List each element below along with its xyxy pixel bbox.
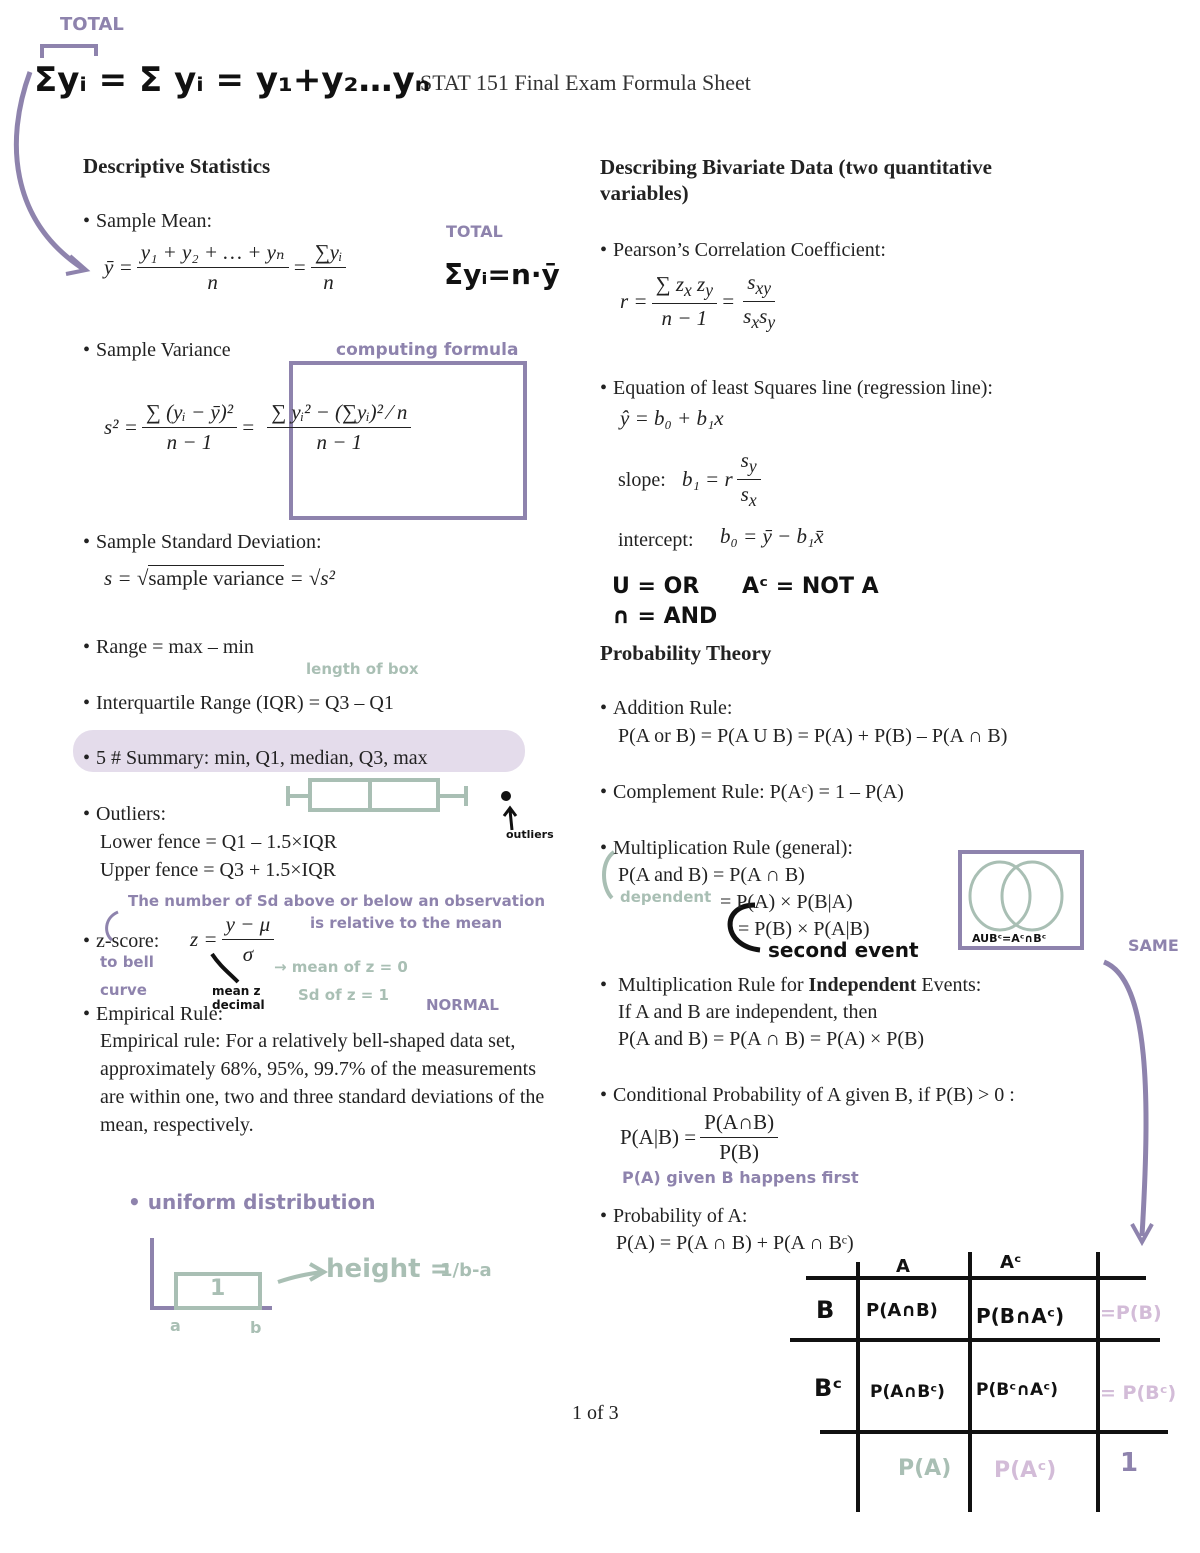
sample-mean-label: • Sample Mean: bbox=[83, 207, 212, 235]
table-col-a: A bbox=[896, 1256, 910, 1277]
same-annotation: SAME bbox=[1128, 936, 1179, 955]
pearson-label: • Pearson’s Correlation Coefficient: bbox=[600, 236, 886, 264]
table-col-ac-total: P(Aᶜ) bbox=[994, 1458, 1057, 1483]
page-title: STAT 151 Final Exam Formula Sheet bbox=[420, 70, 751, 95]
iqr-formula: • Interquartile Range (IQR) = Q3 – Q1 bbox=[83, 689, 394, 717]
length-of-box-annotation: length of box bbox=[306, 660, 419, 678]
given-note-annotation: P(A) given B happens first bbox=[622, 1168, 859, 1187]
slope-formula: b₁ = r $\frac{s_y}{s_x}$ bbox=[682, 448, 765, 511]
total-annotation-2: TOTAL bbox=[446, 222, 503, 241]
upper-fence: Upper fence = Q3 + 1.5×IQR bbox=[100, 859, 336, 881]
zscore-note-2: is relative to the mean bbox=[310, 914, 503, 932]
independent-rule-label-a: Multiplication Rule for bbox=[618, 974, 804, 996]
sample-variance-label: • Sample Variance bbox=[83, 336, 231, 364]
sample-sd-formula: s = √sample variance = √s² bbox=[104, 566, 335, 590]
complement-not-annotation: Aᶜ = NOT A bbox=[742, 574, 879, 599]
conditional-probability-formula: P(A|B) = $\frac{P(A\cap B)}{P(B)}$ bbox=[620, 1110, 782, 1165]
table-cell-a-b: P(A∩B) bbox=[866, 1300, 938, 1321]
sample-variance-formula: s² = $\frac{\text{∑ (yᵢ − ȳ)²}}{n - 1}$ = $\frac{\text{∑ yᵢ² − (∑yᵢ)² ⁄ n}}{n - 1}$ bbox=[104, 400, 415, 455]
descriptive-statistics-heading: Descriptive Statistics bbox=[83, 154, 271, 178]
range-formula: • Range = max – min bbox=[83, 633, 254, 661]
dependent-annotation: dependent bbox=[620, 888, 712, 906]
conditional-probability-label: • Conditional Probability of A given B, if P(B) > 0 : bbox=[600, 1081, 1015, 1109]
normal-annotation: NORMAL bbox=[426, 996, 499, 1014]
probability-theory-heading: Probability Theory bbox=[600, 641, 772, 665]
five-number-summary: • 5 # Summary: min, Q1, median, Q3, max bbox=[83, 744, 428, 772]
multiplication-rule-3: = P(B) × P(A|B) bbox=[738, 918, 870, 940]
addition-rule-formula: P(A or B) = P(A U B) = P(A) + P(B) – P(A ∩ B) bbox=[618, 725, 1008, 747]
multiplication-rule-2: = P(A) × P(B|A) bbox=[720, 891, 853, 913]
table-cell-a-bc: P(A∩Bᶜ) bbox=[870, 1382, 945, 1402]
zscore-label: • z-score: bbox=[83, 927, 159, 955]
uniform-distribution-annotation: • uniform distribution bbox=[128, 1190, 376, 1214]
independent-rule-label-c: Events: bbox=[921, 974, 982, 996]
table-grand-total: 1 bbox=[1120, 1448, 1139, 1478]
pearson-formula: r = $\frac{\sum z_x z_y}{n - 1}$ = $\frac{s_{xy}}{s_xs_y}$ bbox=[620, 270, 776, 333]
complement-rule: • Complement Rule: P(Aᶜ) = 1 – P(A) bbox=[600, 778, 904, 806]
independent-rule-1: If A and B are independent, then bbox=[618, 1001, 878, 1023]
multiplication-rule-label: • Multiplication Rule (general): bbox=[600, 834, 853, 862]
slope-label: slope: bbox=[618, 469, 666, 491]
intercept-label: intercept: bbox=[618, 529, 694, 551]
sd-variance-text: sample variance bbox=[148, 566, 285, 590]
uniform-height-annotation: height = bbox=[326, 1254, 452, 1284]
venn-caption: AUBᶜ=Aᶜ∩Bᶜ bbox=[972, 932, 1047, 945]
probability-of-a-formula: P(A) = P(A ∩ B) + P(A ∩ Bᶜ) bbox=[616, 1232, 854, 1254]
empirical-rule-text: Empirical rule: For a relatively bell-shaped data set, approximately 68%, 95%, 99.7% of the measurements are within one, two and three standard deviations of the mean, respectively. bbox=[100, 1030, 545, 1136]
zscore-formula: z = $\frac{y - \mu}{\sigma}$ bbox=[190, 912, 278, 967]
lower-fence: Lower fence = Q1 – 1.5×IQR bbox=[100, 831, 337, 853]
multiplication-rule-1: P(A and B) = P(A ∩ B) bbox=[618, 864, 805, 886]
table-row-b: B bbox=[816, 1296, 835, 1324]
bivariate-heading: Describing Bivariate Data (two quantitative variables) bbox=[600, 155, 992, 205]
second-event-annotation: second event bbox=[768, 938, 919, 962]
addition-rule-label: • Addition Rule: bbox=[600, 694, 732, 722]
sum-notation-annotation: Σyᵢ = Σ yᵢ = y₁+y₂…yₙ bbox=[34, 60, 431, 100]
table-row-bc: Bᶜ bbox=[814, 1374, 843, 1402]
uniform-height-fraction: 1/b-a bbox=[440, 1260, 492, 1281]
independent-rule-2: P(A and B) = P(A ∩ B) = P(A) × P(B) bbox=[618, 1028, 925, 1050]
independent-rule-label bbox=[600, 971, 981, 999]
outliers-label: • Outliers: bbox=[83, 800, 166, 828]
zscore-note-1: The number of Sd above or below an observation bbox=[128, 892, 546, 910]
union-or-annotation: U = OR bbox=[612, 574, 700, 599]
table-col-a-total: P(A) bbox=[898, 1456, 952, 1481]
outliers-annotation: outliers bbox=[506, 828, 554, 841]
table-row-bc-total: = P(Bᶜ) bbox=[1100, 1382, 1177, 1404]
total-annotation: TOTAL bbox=[60, 14, 124, 35]
table-cell-b-ac: P(B∩Aᶜ) bbox=[976, 1304, 1065, 1328]
table-cell-bc-ac: P(Bᶜ∩Aᶜ) bbox=[976, 1380, 1058, 1400]
regression-equation: ŷ = b₀ + b₁x bbox=[620, 406, 724, 430]
bell-curve-annotation: to bell curve bbox=[100, 953, 154, 999]
intercept-formula: b₀ = ȳ − b₁x̄ bbox=[720, 524, 824, 548]
uniform-box-value: 1 bbox=[210, 1276, 226, 1301]
empirical-rule-label: • Empirical Rule: bbox=[83, 1000, 223, 1028]
mean-of-z-annotation: → mean of z = 0 bbox=[274, 958, 408, 976]
uniform-axis-a: a bbox=[170, 1316, 181, 1335]
independent-rule-label-b: Independent bbox=[808, 974, 917, 996]
sum-total-annotation: Σyᵢ=n·ȳ bbox=[444, 258, 560, 291]
page-number: 1 of 3 bbox=[572, 1402, 619, 1424]
computing-formula-annotation: computing formula bbox=[336, 340, 519, 360]
sample-mean-formula: ȳ = $\frac{\text{y₁ + y₂ + … + yₙ}}{n}$ = $\frac{\text{∑yᵢ}}{n}$ bbox=[104, 240, 350, 295]
least-squares-label: • Equation of least Squares line (regression line): bbox=[600, 374, 993, 402]
probability-of-a-label: • Probability of A: bbox=[600, 1202, 747, 1230]
uniform-axis-b: b bbox=[250, 1318, 262, 1337]
mean-z-annotation: mean z decimal bbox=[212, 984, 265, 1012]
sample-sd-label: • Sample Standard Deviation: bbox=[83, 528, 322, 556]
table-col-ac: Aᶜ bbox=[1000, 1252, 1022, 1273]
intersection-and-annotation: ∩ = AND bbox=[612, 604, 718, 629]
table-row-b-total: =P(B) bbox=[1100, 1302, 1162, 1324]
sd-of-z-annotation: Sd of z = 1 bbox=[298, 986, 389, 1004]
